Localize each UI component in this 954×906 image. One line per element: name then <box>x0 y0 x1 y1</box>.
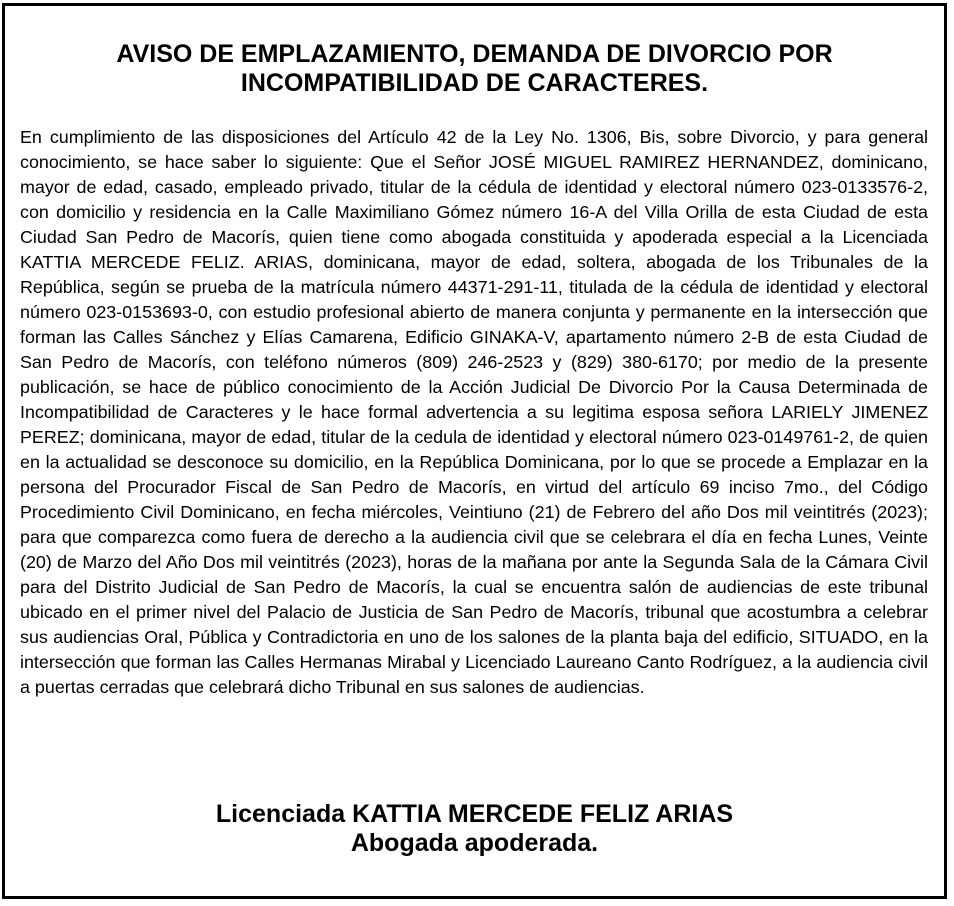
notice-body: En cumplimiento de las disposiciones del Artículo 42 de la Ley No. 1306, Bis, sobre Divorcio, y para general conocimiento, se hace saber lo siguiente: Que el Señor JOSÉ MIGUEL RAMIREZ HERNANDEZ, dominicano, mayor de edad, casado, empleado privado, titular de la cédula de identidad y electoral número 023-0133576-2, con domicilio y residencia en la Calle Maximiliano Gómez número 16-A del Villa Orilla de esta Ciudad de esta Ciudad San Pedro de Macorís, quien tiene como abogada constituida y apoderada especial a la Licenciada KATTIA MERCEDE FELIZ. ARIAS, dominicana, mayor de edad, soltera, abogada de los Tribunales de la República, según se prueba de la matrícula número 44371-291-11, titulada de la cédula de identidad y electoral número 023-0153693-0, con estudio profesional abierto de manera conjunta y permanente en la intersección que forman las Calles Sánchez y Elías Camarena, Edificio GINAKA-V, apartamento número 2-B de esta Ciudad de San Pedro de Macorís, con teléfono números (809) 246-2523 y (829) 380-6170; por medio de la presente publicación, se hace de público conocimiento de la Acción Judicial De Divorcio Por la Causa Determinada de Incompatibilidad de Caracteres y le hace formal advertencia a su legitima esposa señora LARIELY JIMENEZ PEREZ; dominicana, mayor de edad, titular de la cedula de identidad y electoral número 023-0149761-2, de quien en la actualidad se desconoce su domicilio, en la República Dominicana, por lo que se procede a Emplazar en la persona del Procurador Fiscal de San Pedro de Macorís, en virtud del artículo 69 inciso 7mo., del Código Procedimiento Civil Dominicano, en fecha miércoles, Veintiuno (21) de Febrero del año Dos mil veintitrés (2023); para que comparezca como fuera de derecho a la audiencia civil que se celebrara el día en fecha Lunes, Veinte (20) de Marzo del Año Dos mil veintitrés (2023), horas de la mañana por ante la Segunda Sala de la Cámara Civil para del Distrito Judicial de San Pedro de Macorís, la cual se encuentra salón de audiencias de este tribunal ubicado en el primer nivel del Palacio de Justicia de San Pedro de Macorís, tribunal que acostumbra a celebrar sus audiencias Oral, Pública y Contradictoria en uno de los salones de la planta baja del edificio, SITUADO, en la intersección que forman las Calles Hermanas Mirabal y Licenciado Laureano Canto Rodríguez, a la audiencia civil a puertas cerradas que celebrará dicho Tribunal en sus salones de audiencias. <box>20 127 928 697</box>
signature-block <box>13 800 936 858</box>
signature-name: Licenciada KATTIA MERCEDE FELIZ ARIAS <box>215 800 734 828</box>
signature-role: Abogada apoderada. <box>350 829 599 857</box>
legal-notice-box <box>2 3 947 899</box>
notice-title: AVISO DE EMPLAZAMIENTO, DEMANDA DE DIVORCIO POR INCOMPATIBILIDAD DE CARACTERES. <box>116 40 833 97</box>
